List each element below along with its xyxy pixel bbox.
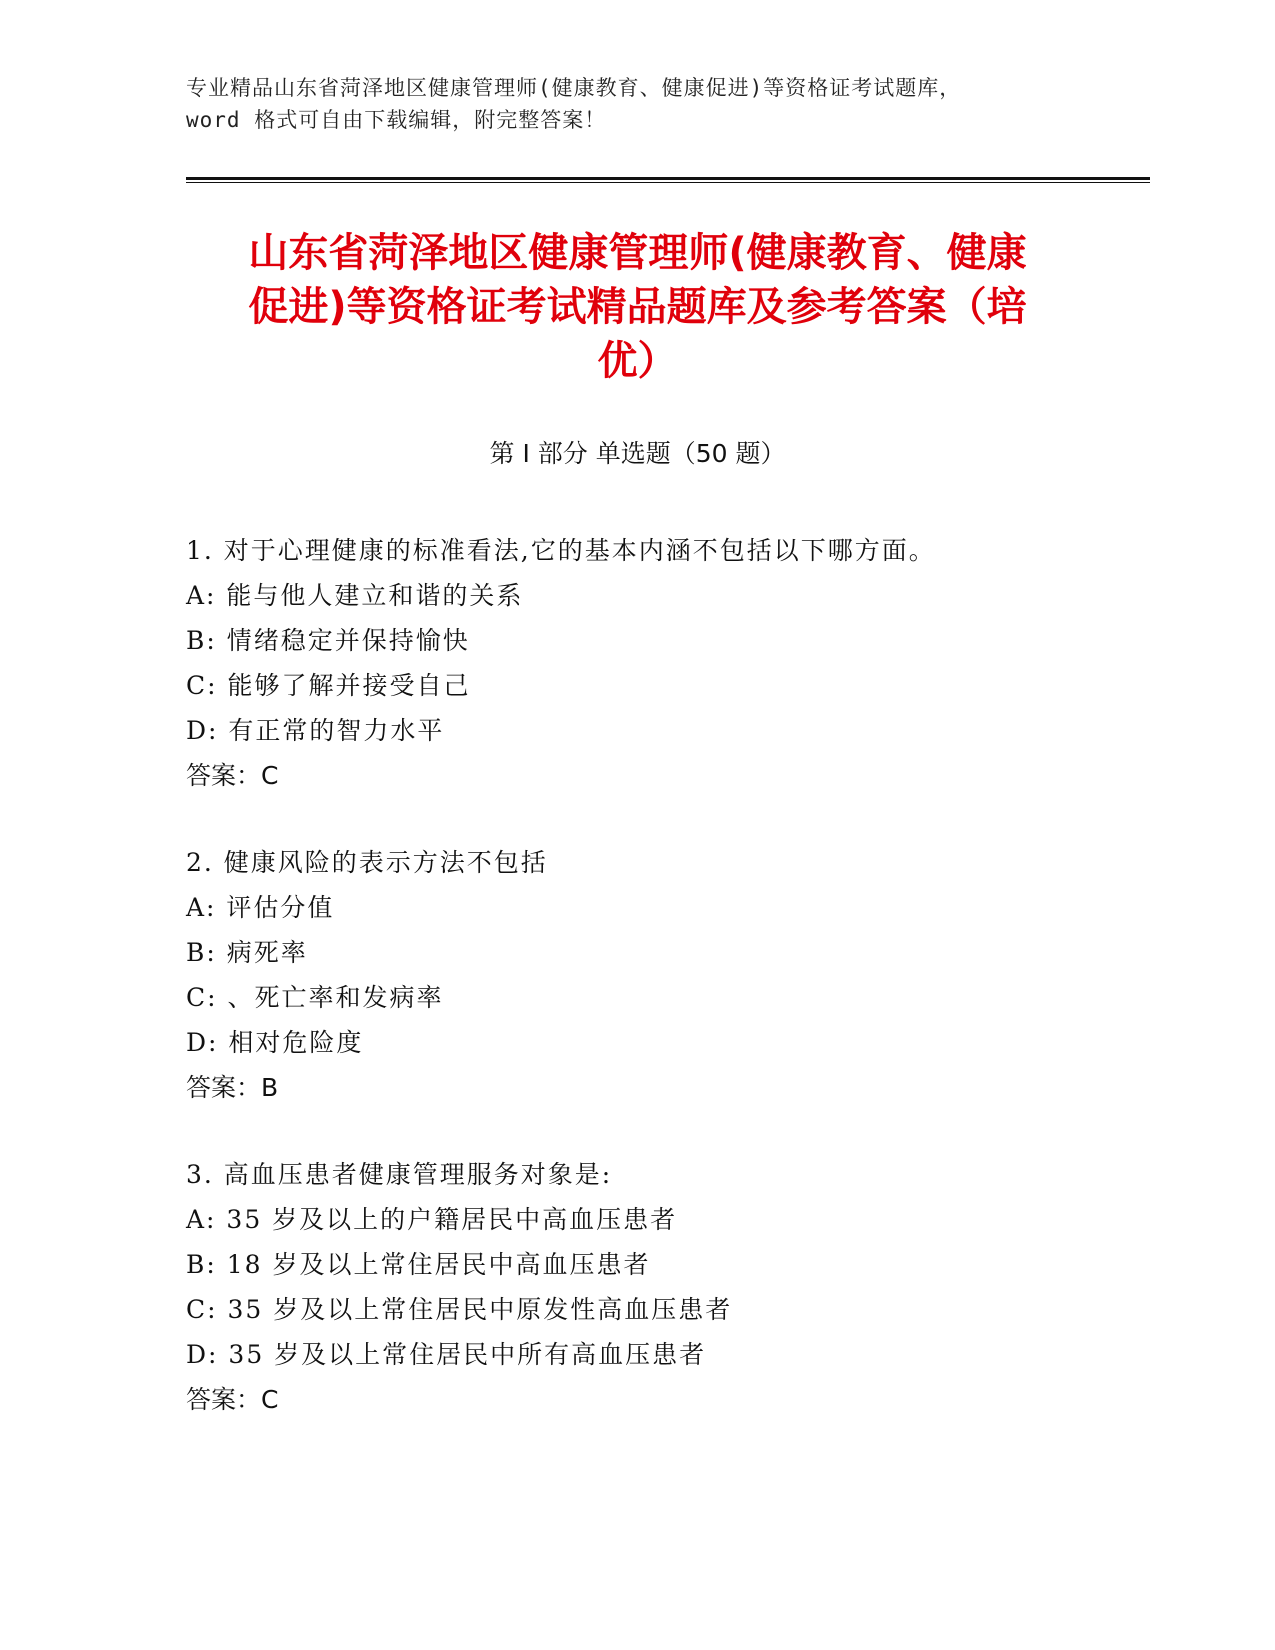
option-b: B: 病死率 <box>186 938 308 967</box>
option-a: A: 35 岁及以上的户籍居民中高血压患者 <box>186 1205 678 1234</box>
option-d: D: 有正常的智力水平 <box>186 716 445 745</box>
option-a: A: 能与他人建立和谐的关系 <box>186 581 524 610</box>
question-2 <box>186 840 1146 1110</box>
question-stem: 3. 高血压患者健康管理服务对象是: <box>186 1160 613 1189</box>
document-title-line-1: 山东省菏泽地区健康管理师(健康教育、健康 <box>248 230 1027 276</box>
option-a: A: 评估分值 <box>186 893 335 922</box>
option-d: D: 35 岁及以上常住居民中所有高血压患者 <box>186 1340 707 1369</box>
option-b: B: 情绪稳定并保持愉快 <box>186 626 470 655</box>
question-1 <box>186 528 1146 798</box>
question-stem: 2. 健康风险的表示方法不包括 <box>186 848 548 877</box>
option-c: C: 、死亡率和发病率 <box>186 983 444 1012</box>
header-note-line-1: 专业精品山东省菏泽地区健康管理师(健康教育、健康促进)等资格证考试题库， <box>186 76 962 100</box>
answer: 答案：C <box>186 761 279 790</box>
question-list <box>186 528 1146 1464</box>
header-note-line-2: word 格式可自由下载编辑，附完整答案！ <box>186 108 607 132</box>
header-rule-thick <box>186 177 1150 180</box>
option-c: C: 能够了解并接受自己 <box>186 671 471 700</box>
option-d: D: 相对危险度 <box>186 1028 364 1057</box>
question-3 <box>186 1152 1146 1422</box>
question-stem: 1. 对于心理健康的标准看法,它的基本内涵不包括以下哪方面。 <box>186 536 936 565</box>
header-note <box>186 72 1086 136</box>
document-title-line-3: 优） <box>597 338 678 384</box>
document-title <box>150 226 1125 388</box>
section-title: 第 I 部分 单选题（50 题） <box>489 439 786 468</box>
answer: 答案：B <box>186 1073 279 1102</box>
option-b: B: 18 岁及以上常住居民中高血压患者 <box>186 1250 651 1279</box>
header-rule-thin <box>186 182 1150 183</box>
option-c: C: 35 岁及以上常住居民中原发性高血压患者 <box>186 1295 733 1324</box>
document-title-line-2: 促进)等资格证考试精品题库及参考答案（培 <box>248 284 1027 330</box>
answer: 答案：C <box>186 1385 279 1414</box>
